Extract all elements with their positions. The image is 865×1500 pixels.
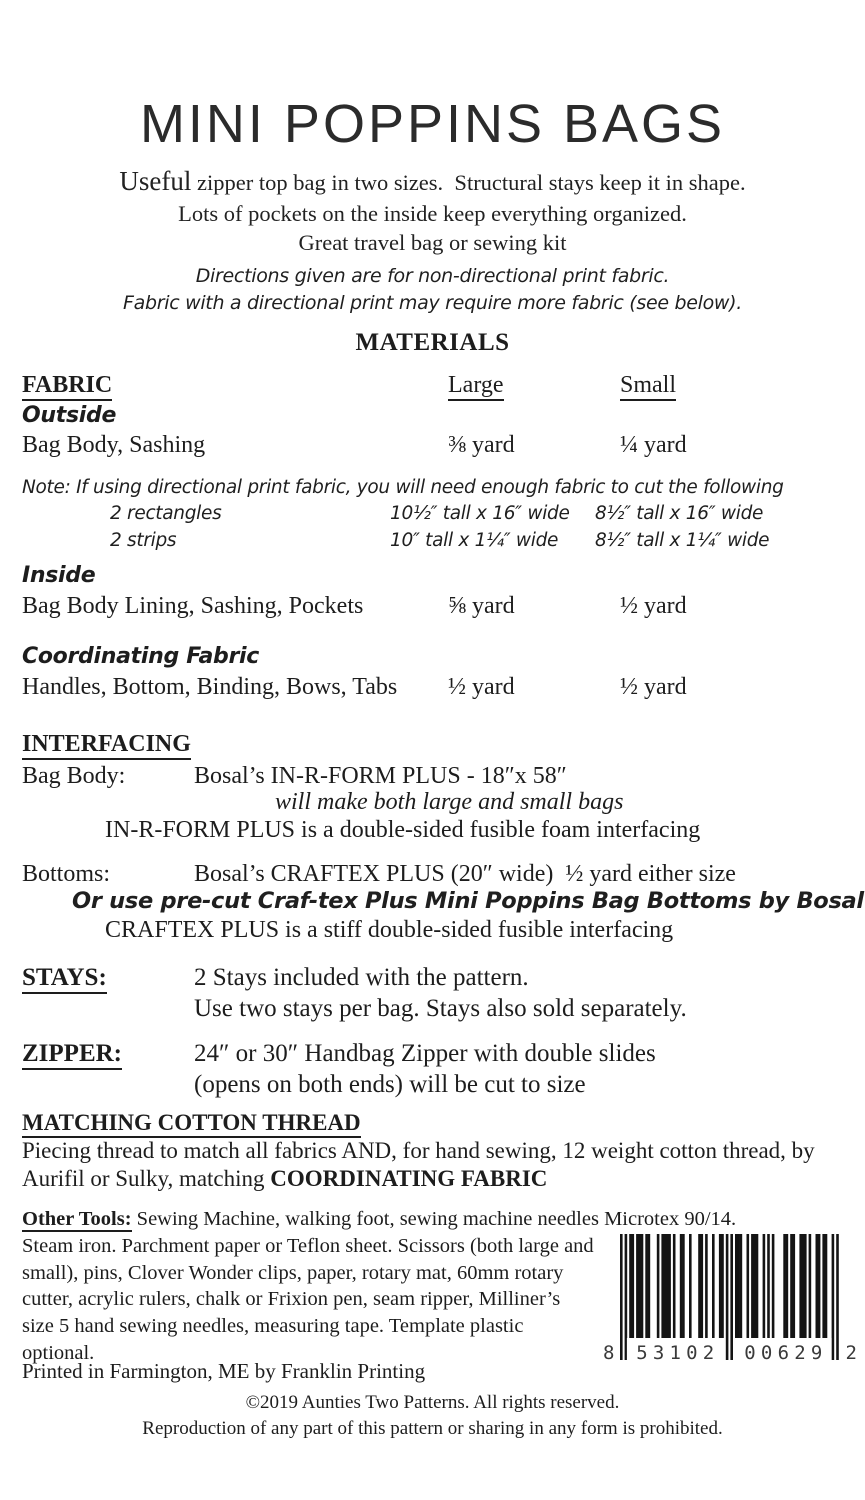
other-tools-paragraph: Steam iron. Parchment paper or Teflon sheet. Scissors (both large and small), pins, Clover Wonder clips, paper, rotary mat, 60mm rotary cutter, acrylic rulers, chalk or Frixion pen, seam ripper, Milliner’s size 5 hand sewing needles, measuring tape. Template plastic optional. [22,1235,594,1364]
thread-bold-text: COORDINATING FABRIC [270,1166,548,1192]
zipper-line-1: 24″ or 30″ Handbag Zipper with double slides [194,1040,656,1067]
subtitle-lead-word: Useful [119,166,192,196]
copyright-line: ©2019 Aunties Two Patterns. All rights reserved. [245,1392,620,1413]
definition-value [194,962,843,1025]
subtitle-line-2: Lots of pockets on the inside keep everything organized. [178,201,687,227]
definition-label: ZIPPER: [22,1038,194,1101]
zipper-row [22,1038,843,1101]
zipper-line-2: (opens on both ends) will be cut to size [194,1071,586,1099]
table-row [22,593,843,620]
other-tools-label: Other Tools: [22,1208,132,1230]
subtitle-line-1-rest: zipper top bag in two sizes. Structural stays keep it in shape. [191,170,746,195]
stays-line-1: 2 Stays included with the pattern. [194,964,529,991]
row-small-value: 8½″ tall x 16″ wide [595,503,764,525]
craftex-note: CRAFTEX PLUS is a stiff double-sided fusible interfacing [105,917,674,943]
coordinating-fabric-subheading: Coordinating Fabric [22,644,259,669]
column-header-small: Small [620,372,676,401]
definition-value: Bosal’s IN-R-FORM PLUS - 18″x 58″ [194,763,567,789]
inside-subheading: Inside [22,563,96,588]
interfacing-note: IN-R-FORM PLUS is a double-sided fusible foam interfacing [105,817,701,843]
subtitle-line-3: Great travel bag or sewing kit [298,230,567,256]
row-small-value: 8½″ tall x 1¼″ wide [595,529,770,551]
column-header-large: Large [448,372,504,401]
upc-barcode [594,1232,856,1368]
thread-heading: MATCHING COTTON THREAD [22,1110,843,1138]
directional-note-line: Note: If using directional print fabric, you will need enough fabric to cut the following [22,477,784,498]
interfacing-bag-body-row [22,761,843,791]
subtitle-line-1 [22,164,843,199]
svg-text:8: 8 [603,1342,615,1364]
table-row [22,674,843,701]
table-row [22,432,843,459]
interfacing-note-italic: will make both large and small bags [275,789,624,815]
directions-line-1: Directions given are for non-directional print fabric. [195,265,670,287]
row-label: Bag Body Lining, Sashing, Pockets [22,593,364,619]
barcode-image [594,1232,856,1368]
fabric-heading: FABRIC [22,372,112,401]
reproduction-line: Reproduction of any part of this pattern or sharing in any form is prohibited. [142,1418,723,1439]
directions-note [22,263,843,316]
directions-line-2: Fabric with a directional print may require more fabric (see below). [122,291,743,314]
materials-heading: MATERIALS [355,329,510,356]
row-label: 2 strips [110,529,177,551]
other-tools-line-1-rest: Sewing Machine, walking foot, sewing machine needles Microtex 90/14. [131,1208,737,1230]
printed-by-line: Printed in Farmington, ME by Franklin Printing [22,1359,426,1383]
row-large-value: ½ yard [448,674,515,700]
other-tools-line-1 [22,1206,843,1233]
definition-label: STAYS: [22,962,194,1025]
definition-value: Bosal’s CRAFTEX PLUS (20″ wide) ½ yard either size [194,861,736,887]
row-small-value: ¼ yard [620,432,687,458]
definition-label: Bag Body: [22,763,126,789]
row-small-value: ½ yard [620,593,687,619]
row-label: Handles, Bottom, Binding, Bows, Tabs [22,674,398,700]
thread-text: Piecing thread to match all fabrics AND, for hand sewing, 12 weight cotton thread, by Aurifil or Sulky, matching [22,1138,815,1192]
definition-value [194,1038,843,1101]
definition-label: Bottoms: [22,861,111,887]
subtitle [22,164,843,258]
row-label: 2 rectangles [110,503,222,525]
svg-text:53102: 53102 [636,1342,715,1364]
fabric-table-header [22,372,843,401]
row-label: Bag Body, Sashing [22,432,206,458]
table-row [110,501,843,527]
svg-text:2: 2 [845,1342,856,1364]
row-large-value: ⅝ yard [448,593,515,619]
row-small-value: ½ yard [620,674,687,700]
row-large-value: 10½″ tall x 16″ wide [390,503,570,525]
row-large-value: 10″ tall x 1¼″ wide [390,529,559,551]
interfacing-bottoms-row [22,859,843,889]
stays-line-2: Use two stays per bag. Stays also sold separately. [194,995,687,1023]
bottoms-alternative-note: Or use pre-cut Craf-tex Plus Mini Poppins Bag Bottoms by Bosal [72,888,864,914]
svg-text:00629: 00629 [744,1342,823,1364]
outside-subheading: Outside [22,403,117,428]
table-row [110,528,843,554]
stays-row [22,962,843,1025]
interfacing-heading: INTERFACING [22,731,843,760]
row-large-value: ⅜ yard [448,432,515,458]
thread-paragraph [22,1137,843,1193]
directional-note-block [22,475,843,554]
page-title: MINI POPPINS BAGS [139,94,726,154]
